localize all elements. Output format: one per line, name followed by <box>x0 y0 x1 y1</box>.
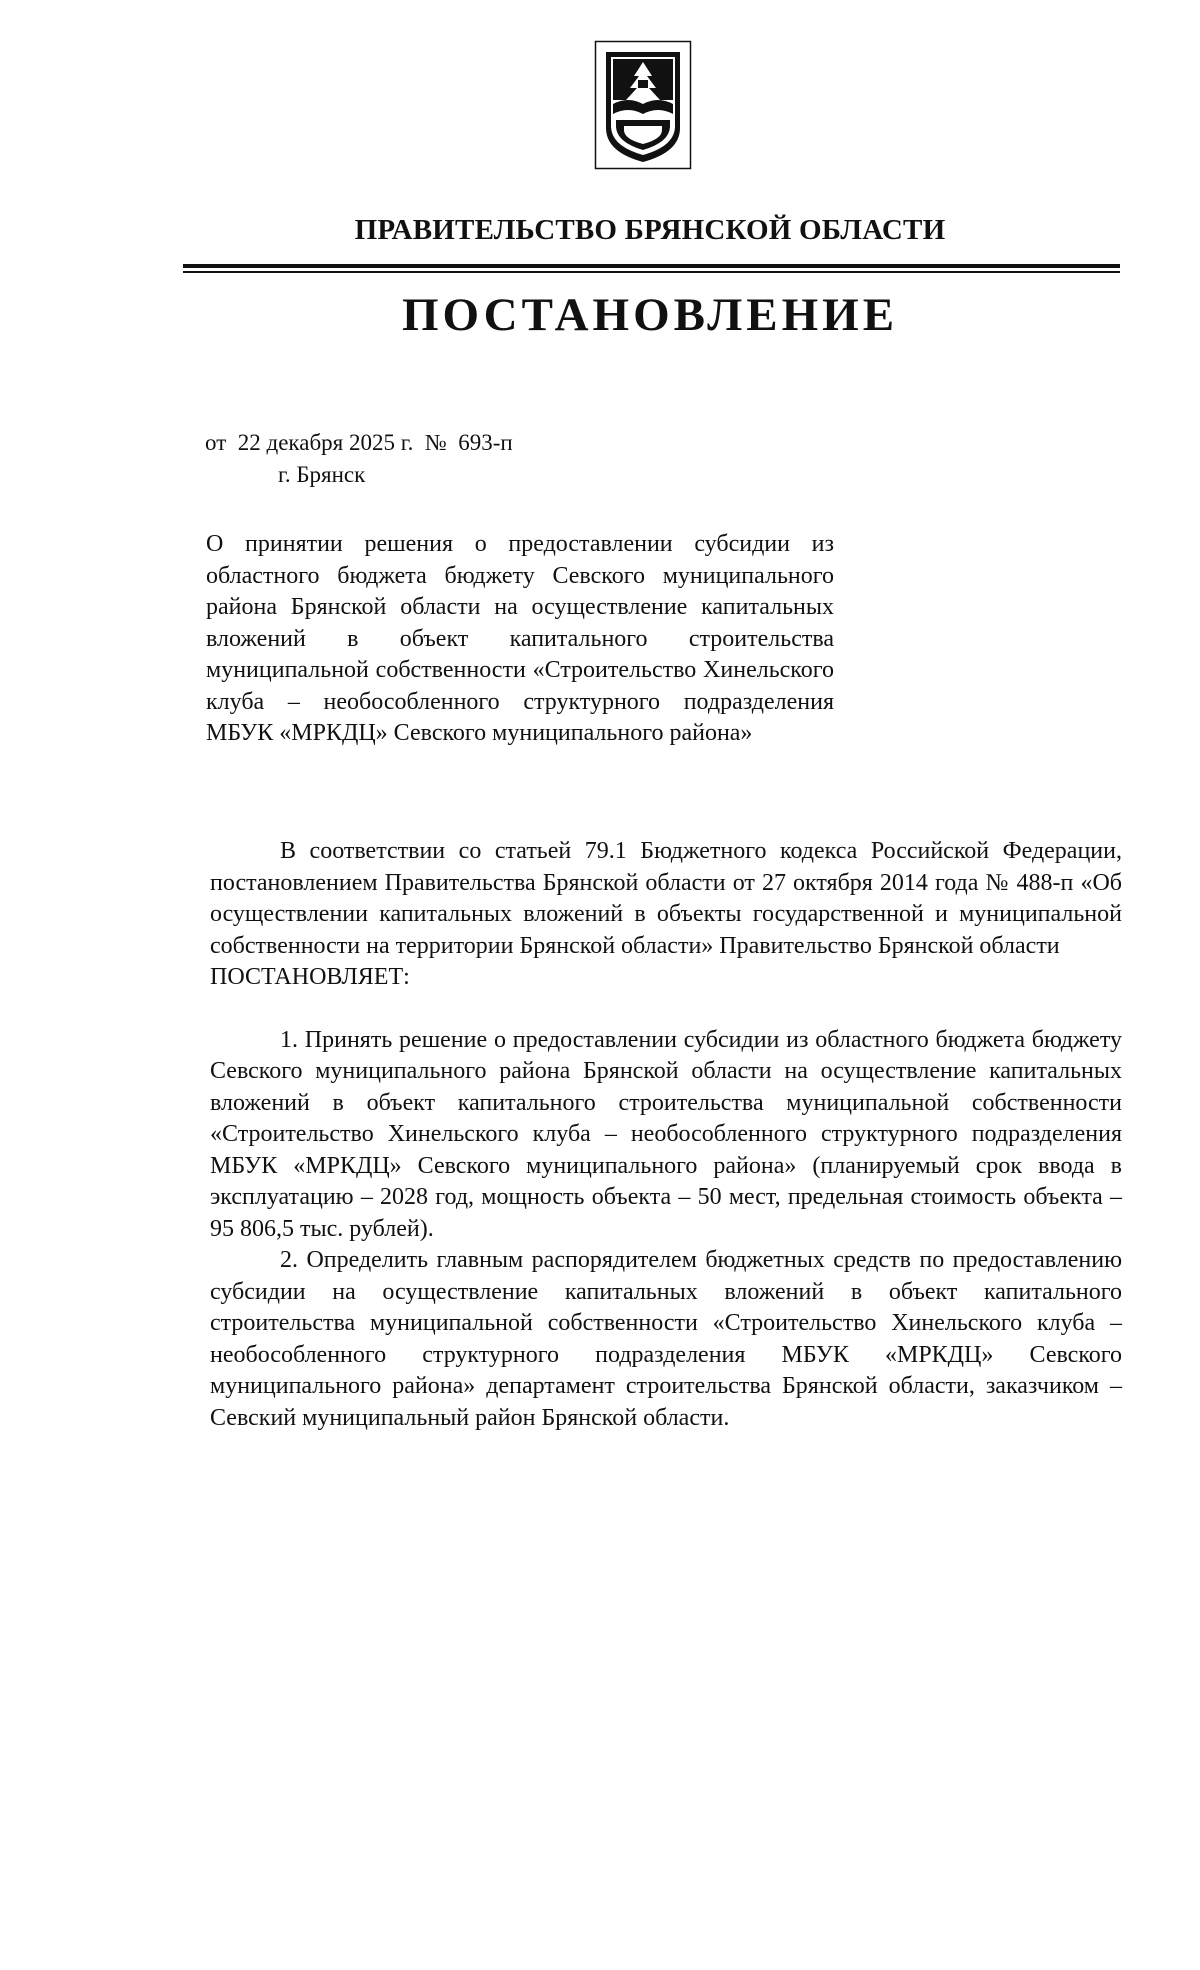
decree-word: ПОСТАНОВЛЯЕТ: <box>210 964 410 990</box>
document-body <box>210 836 1122 1434</box>
header-rule-thick <box>183 264 1120 268</box>
document-type-title: ПОСТАНОВЛЕНИЕ <box>401 289 899 341</box>
preamble-paragraph: В соответствии со статьей 79.1 Бюджетного кодекса Российской Федерации, постановлением Правительства Брянской области от 27 октября 2014 года № 488-п «Об осуществлении капитальных вложений в объекты государственной и муниципальной собственности на территории Брянской области» Правительство Брянской области <box>210 838 1122 959</box>
header-rule-thin <box>183 271 1120 273</box>
paragraph-spacer <box>210 994 1122 1025</box>
document-date-number: от 22 декабря 2025 г. № 693-п <box>205 430 513 455</box>
item-paragraph-1: 1. Принять решение о предоставлении субсидии из областного бюджета бюджету Севского муниципального района Брянской области на осуществление капитальных вложений в объект капитального строительства муниципальной собственности «Строительство Хинельского клуба – необособленного структурного подразделения МБУК «МРКДЦ» Севского муниципального района» (планируемый срок ввода в эксплуатацию – 2028 год, мощность объекта – 50 мест, предельная стоимость объекта – 95 806,5 тыс. рублей). <box>210 1026 1122 1242</box>
document-subject: О принятии решения о предоставлении субсидии из областного бюджета бюджету Севского муниципального района Брянской области на осуществление капитальных вложений в объект капитального строительства муниципальной собственности «Строительство Хинельского клуба – необособленного структурного подразделения МБУК «МРКДЦ» Севского муниципального района» <box>206 531 834 746</box>
government-title: ПРАВИТЕЛЬСТВО БРЯНСКОЙ ОБЛАСТИ <box>354 214 946 246</box>
item-paragraph-2: 2. Определить главным распорядителем бюджетных средств по предоставлению субсидии на осуществление капитальных вложений в объект капитального строительства муниципальной собственности «Строительство Хинельского клуба – необособленного структурного подразделения МБУК «МРКДЦ» Севского муниципального района» департамент строительства Брянской области, заказчиком – Севский муниципальный район Брянской области. <box>210 1247 1122 1431</box>
document-city: г. Брянск <box>278 462 366 487</box>
bryansk-coat-of-arms-icon <box>594 40 692 170</box>
